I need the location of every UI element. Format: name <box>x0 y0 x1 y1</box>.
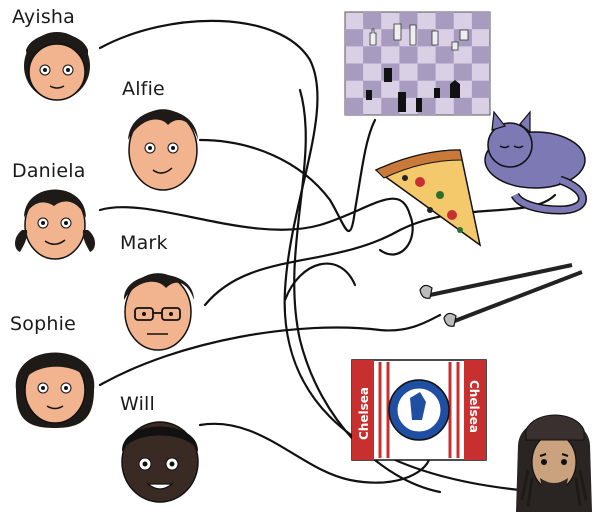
chess-square <box>399 46 417 63</box>
person-alfie[interactable] <box>128 110 198 190</box>
chess-square <box>472 81 490 98</box>
chess-square <box>472 46 490 63</box>
pirate-face-icon <box>516 415 592 512</box>
chess-board-icon <box>345 12 490 115</box>
chess-square <box>381 98 399 115</box>
daniela-face-icon <box>15 190 95 260</box>
person-daniela[interactable] <box>15 190 95 260</box>
name-alfie: Alfie <box>122 78 165 100</box>
person-will[interactable] <box>122 422 198 502</box>
hobby-cat[interactable] <box>485 112 585 210</box>
chess-square <box>363 46 381 63</box>
alfie-face-icon <box>128 110 198 190</box>
person-ayisha[interactable] <box>24 32 90 100</box>
chess-square <box>418 64 436 81</box>
name-sophie: Sophie <box>10 313 76 335</box>
golf-clubs-icon <box>420 265 582 326</box>
mark-face-icon <box>124 274 194 350</box>
hobby-chelsea[interactable] <box>352 360 486 460</box>
name-daniela: Daniela <box>12 160 86 182</box>
hobby-pirate[interactable] <box>516 415 592 512</box>
ayisha-face-icon <box>24 32 90 100</box>
chelsea-flag-icon <box>352 360 486 460</box>
will-face-icon <box>122 422 198 502</box>
chess-square <box>472 12 490 29</box>
sophie-face-icon <box>16 353 95 429</box>
hobby-chess[interactable] <box>345 12 490 115</box>
chess-square <box>363 12 381 29</box>
chess-square <box>345 64 363 81</box>
chelsea-label-right: Chelsea <box>467 380 481 433</box>
pizza-slice-icon <box>376 150 480 245</box>
hobby-pizza[interactable] <box>376 150 480 245</box>
hobby-golf[interactable] <box>420 265 582 326</box>
chess-square <box>363 81 381 98</box>
person-mark[interactable] <box>124 274 194 350</box>
cat-icon <box>485 112 585 210</box>
name-ayisha: Ayisha <box>12 6 76 28</box>
name-mark: Mark <box>120 232 168 254</box>
chelsea-label-left: Chelsea <box>357 387 371 440</box>
chess-square <box>454 64 472 81</box>
chess-square <box>345 29 363 46</box>
name-will: Will <box>120 393 156 415</box>
person-sophie[interactable] <box>16 353 95 429</box>
chess-square <box>454 98 472 115</box>
chess-square <box>436 46 454 63</box>
chess-square <box>436 12 454 29</box>
chess-square <box>345 98 363 115</box>
